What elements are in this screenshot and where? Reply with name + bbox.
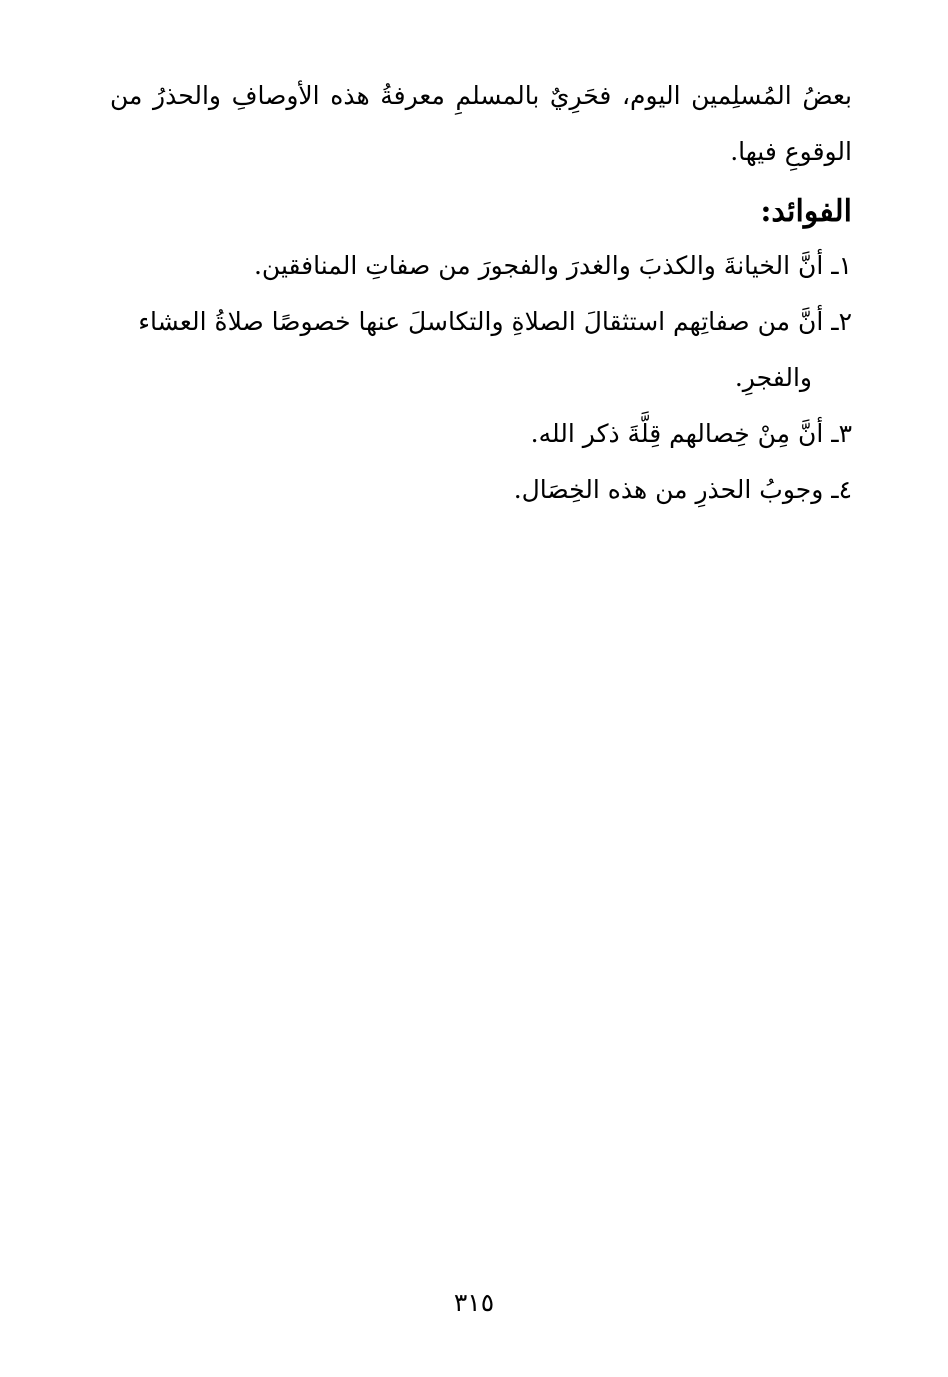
main-text xyxy=(110,68,852,518)
list-item: ٢ـ أنَّ من صفاتِهم استثقالَ الصلاةِ والتكاسلَ عنها خصوصًا صلاةُ العشاء والفجرِ. xyxy=(138,307,852,392)
benefits-list xyxy=(110,238,852,518)
list-item: ٣ـ أنَّ مِنْ خِصالهم قِلَّةَ ذكر الله. xyxy=(530,419,852,448)
list-item: ١ـ أنَّ الخيانةَ والكذبَ والغدرَ والفجورَ من صفاتِ المنافقين. xyxy=(253,251,852,280)
page-number: ٣١٥ xyxy=(453,1288,495,1317)
intro-paragraph: بعضُ المُسلِمين اليوم، فحَرِيٌ بالمسلمِ معرفةُ هذه الأوصافِ والحذرُ من الوقوعِ فيها. xyxy=(110,81,852,166)
list-item: ٤ـ وجوبُ الحذرِ من هذه الخِصَال. xyxy=(513,475,852,504)
benefits-heading: الفوائد: xyxy=(760,194,852,229)
